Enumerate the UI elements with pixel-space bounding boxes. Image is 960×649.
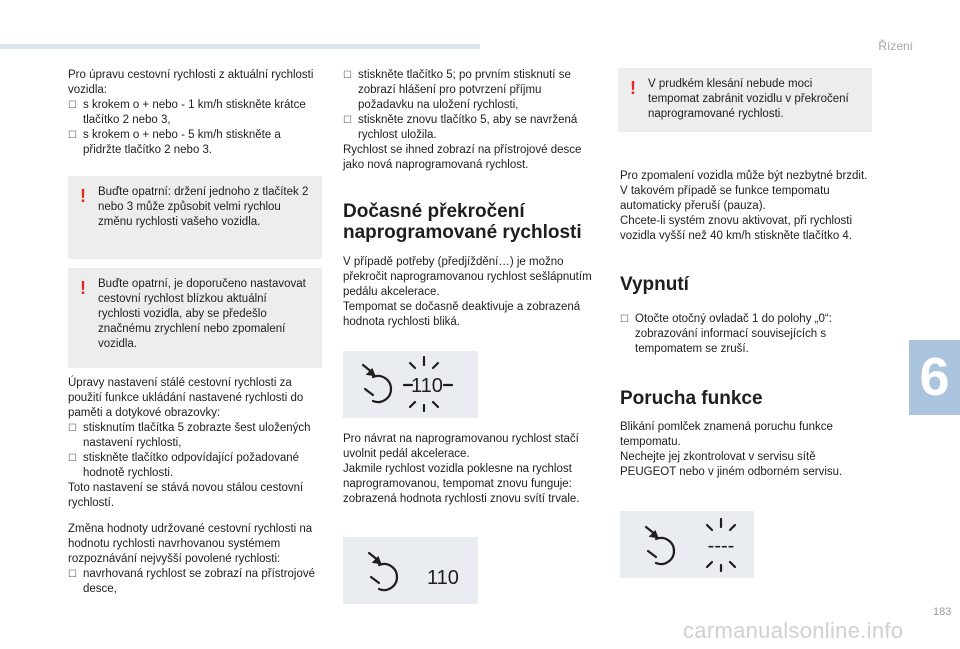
list-item: ☐ stisknutím tlačítka 5 zobrazte šest uložených nastavení rychlosti, <box>68 422 311 449</box>
column-2-continued <box>343 432 598 507</box>
warning-box <box>618 68 872 132</box>
warning-box <box>68 268 322 368</box>
section-heading: Vypnutí <box>620 274 689 295</box>
paragraph: Nechejte jej zkontrolovat v servisu sítě PEUGEOT nebo v jiném odborném servisu. <box>620 451 843 478</box>
list-item: ☐ stiskněte tlačítko odpovídající požadované hodnotě rychlosti. <box>68 452 300 479</box>
paragraph: Toto nastavení se stává novou stálou cestovní rychlostí. <box>68 482 304 509</box>
display-image-fault <box>620 511 754 578</box>
watermark: carmanualsonline.info <box>683 618 904 643</box>
speed-value: 110 <box>411 375 443 397</box>
list-item: ☐ stiskněte tlačítko 5; po prvním stisknutí se zobrazí hlášení pro potvrzení příjmu požadavku na uložení rychlosti, <box>343 69 571 111</box>
paragraph: V případě potřeby (předjíždění…) je možno překročit naprogramovanou rychlost sešlápnutím pedálu akcelerace. <box>343 256 592 298</box>
column-2 <box>343 68 598 330</box>
bullet-icon: ☐ <box>68 130 77 141</box>
paragraph: Pro zpomalení vozidla může být nezbytné brzdit. V takovém případě se funkce tempomatu automaticky přeruší (pauza). <box>620 170 868 212</box>
bullet-icon: ☐ <box>68 569 77 580</box>
warning-icon: ! <box>630 78 636 98</box>
list-item: ☐ stiskněte znovu tlačítko 5, aby se navržená rychlost uložila. <box>343 114 578 141</box>
section-heading: Porucha funkce <box>620 388 763 409</box>
warning-text: Buďte opatrní: držení jednoho z tlačítek 2 nebo 3 může způsobit velmi rychlou změnu rychlosti vašeho vozidla. <box>98 186 309 228</box>
paragraph: Tempomat se dočasně deaktivuje a zobrazená hodnota rychlosti bliká. <box>343 301 581 328</box>
speedometer-steady-icon <box>343 537 478 604</box>
speedometer-fault-icon <box>620 511 754 578</box>
column-1-continued <box>68 376 320 597</box>
paragraph: Jakmile rychlost vozidla poklesne na rychlost naprogramovanou, tempomat znovu funguje: zobrazená hodnota rychlosti znovu svítí trvale. <box>343 463 580 505</box>
bullet-icon: ☐ <box>343 115 352 126</box>
warning-text: Buďte opatrní, je doporučeno nastavovat cestovní rychlost blízkou aktuální rychlosti vozidla, aby se předešlo značnému zrychlení nebo zpomalení vozidla. <box>98 278 306 350</box>
page-number: 183 <box>933 606 952 618</box>
speedometer-blinking-icon <box>343 351 478 418</box>
bullet-icon: ☐ <box>68 100 77 111</box>
column-1 <box>68 68 320 158</box>
list-item: ☐ s krokem o + nebo - 5 km/h stiskněte a přidržte tlačítko 2 nebo 3. <box>68 129 281 156</box>
chapter-tab: 6 <box>909 340 960 415</box>
section-title: Řízení <box>878 39 913 53</box>
warning-text: V prudkém klesání nebude moci tempomat zabránit vozidlu v překročení naprogramované rychlosti. <box>648 78 849 120</box>
paragraph: Pro návrat na naprogramovanou rychlost stačí uvolnit pedál akcelerace. <box>343 433 579 460</box>
paragraph: Chcete-li systém znovu aktivovat, při rychlosti vozidla vyšší než 40 km/h stiskněte tlačítko 4. <box>620 215 853 242</box>
paragraph: Blikání pomlček znamená poruchu funkce tempomatu. <box>620 421 833 448</box>
paragraph: Změna hodnoty udržované cestovní rychlosti na hodnotu rychlosti navrhovanou systémem rozpoznávání nejvyšší povolené rychlosti: <box>68 523 313 565</box>
list-item: ☐ s krokem o + nebo - 1 km/h stiskněte krátce tlačítko 2 nebo 3, <box>68 99 306 126</box>
list-item: ☐ Otočte otočný ovladač 1 do polohy „0“: zobrazování informací souvisejících s tempomatem se zruší. <box>620 313 832 355</box>
column-3 <box>620 169 872 480</box>
warning-box <box>68 176 322 259</box>
paragraph: Úpravy nastavení stálé cestovní rychlosti za použití funkce ukládání nastavené rychlosti do paměti a dotykové obrazovky: <box>68 377 304 419</box>
section-heading: Dočasné překročení naprogramované rychlosti <box>343 201 582 243</box>
display-image-steady <box>343 537 478 604</box>
paragraph: Rychlost se ihned zobrazí na přístrojové desce jako nová naprogramovaná rychlost. <box>343 144 582 171</box>
bullet-icon: ☐ <box>620 314 629 325</box>
fault-dashes: ---- <box>707 535 735 557</box>
paragraph: Pro úpravu cestovní rychlosti z aktuální rychlosti vozidla: <box>68 69 314 96</box>
warning-icon: ! <box>80 278 86 298</box>
bullet-icon: ☐ <box>68 423 77 434</box>
list-item: ☐ navrhovaná rychlost se zobrazí na přístrojové desce, <box>68 568 316 595</box>
bullet-icon: ☐ <box>68 453 77 464</box>
speed-value: 110 <box>427 567 459 589</box>
bullet-icon: ☐ <box>343 70 352 81</box>
header-bar <box>0 44 480 49</box>
warning-icon: ! <box>80 186 86 206</box>
display-image-blinking <box>343 351 478 418</box>
